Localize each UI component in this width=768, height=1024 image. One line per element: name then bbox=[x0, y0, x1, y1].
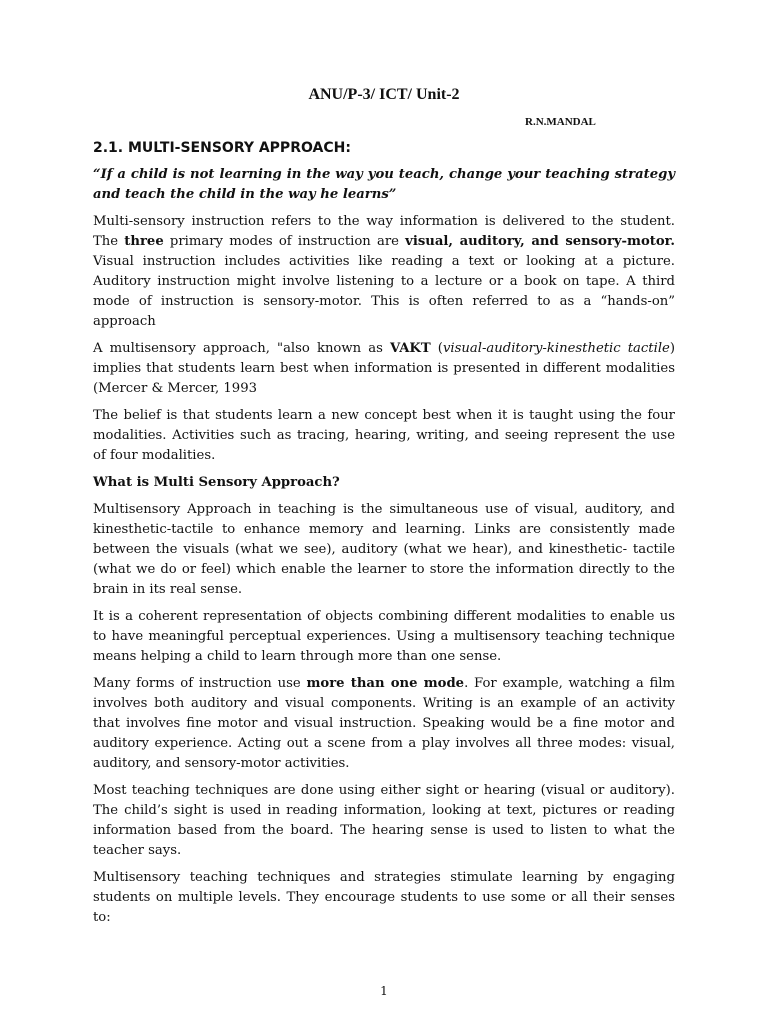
document-title: ANU/P-3/ ICT/ Unit-2 bbox=[308, 86, 460, 103]
paragraph-definition: Multisensory Approach in teaching is the simultaneous use of visual, auditory, and kinesthetic-tactile to enhance memory and learning. Links are consistently made between the visuals (what we see), auditory (what we hear), and kinesthetic- tactile (what we do or feel) which enable the learner to store the information directly to the brain in its real sense. bbox=[93, 502, 675, 597]
bold-text-run: three bbox=[124, 234, 164, 249]
text-run: ( bbox=[430, 341, 443, 356]
bold-text-run: more than one mode bbox=[306, 676, 465, 691]
section-heading: 2.1. MULTI-SENSORY APPROACH: bbox=[93, 140, 351, 156]
paragraph-strategies: Multisensory teaching techniques and strategies stimulate learning by engaging students on multiple levels. They encourage students to use some or all their senses to: bbox=[93, 870, 675, 925]
text-run: Many forms of instruction use bbox=[93, 676, 307, 691]
paragraph-vakt bbox=[93, 339, 675, 399]
paragraph-sight-or-hearing: Most teaching techniques are done using either sight or hearing (visual or auditory). The child’s sight is used in reading information, looking at text, pictures or reading information based from the board. The hearing sense is used to listen to what the teacher says. bbox=[93, 783, 675, 858]
bold-text-run: visual, auditory, and sensory-motor. bbox=[405, 234, 675, 249]
bold-text-run: VAKT bbox=[389, 341, 431, 356]
text-run: primary modes of instruction are bbox=[163, 234, 406, 249]
author-name: R.N.MANDAL bbox=[525, 116, 596, 128]
paragraph-modes-of-instruction bbox=[93, 212, 675, 332]
text-run: Visual instruction includes activities like reading a text or looking at a picture. Auditory instruction might involve listening to a lecture or a book on tape. A third mode of instruction is sensory-motor. This is often referred to as a “hands-on” approach bbox=[93, 254, 675, 329]
paragraph-coherent-representation: It is a coherent representation of objects combining different modalities to enable us to have meaningful perceptual experiences. Using a multisensory teaching technique means helping a child to learn through more than one sense. bbox=[93, 609, 675, 664]
paragraph-more-than-one-mode bbox=[93, 674, 675, 774]
document-body bbox=[93, 138, 675, 935]
page-number: 1 bbox=[380, 984, 388, 998]
text-run: Multi-sensory instruction refers to the way information is delivered to the student. The bbox=[93, 214, 675, 249]
text-run: ) implies that students learn best when information is presented in different modalities (Mercer & Mercer, 1993 bbox=[93, 341, 675, 396]
text-run: . For example, watching a film involves both auditory and visual components. Writing is an example of an activity that involves fine motor and visual instruction. Speaking would be a fine motor and auditory experience. Acting out a scene from a play involves all three modes: visual, auditory, and sensory-motor activities. bbox=[93, 676, 675, 771]
italic-text-run: visual-auditory-kinesthetic tactile bbox=[442, 341, 670, 356]
opening-quote: “If a child is not learning in the way you teach, change your teaching strategy and teach the child in the way he learns” bbox=[93, 167, 675, 202]
document-page bbox=[93, 0, 675, 1024]
subheading-what-is-msa: What is Multi Sensory Approach? bbox=[93, 475, 340, 490]
text-run: A multisensory approach, "also known as bbox=[93, 341, 390, 356]
paragraph-belief: The belief is that students learn a new concept best when it is taught using the four modalities. Activities such as tracing, hearing, writing, and seeing represent the use of four modalities. bbox=[93, 408, 675, 463]
